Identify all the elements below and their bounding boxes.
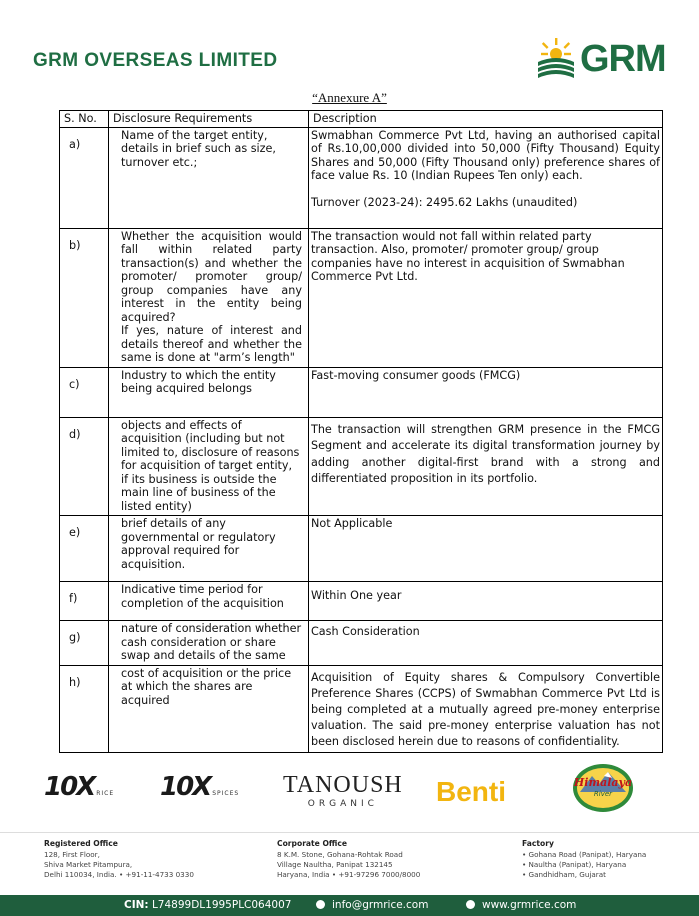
brand-10x-rice-logo (44, 772, 114, 802)
row-sno: c) (69, 377, 80, 391)
brand-benti-logo: Benti (436, 776, 506, 807)
table-row (60, 417, 663, 516)
corporate-office-line: 8 K.M. Stone, Gohana-Rohtak Road (277, 850, 403, 859)
row-description: Fast-moving consumer goods (FMCG) (311, 368, 521, 382)
row-requirement-extra: If yes, nature of interest and details thereof and whether the same is done at "arm’s length" (121, 324, 302, 364)
cin-number (124, 899, 291, 911)
corporate-office-line: Haryana, India • +91-97296 7000/8000 (277, 870, 421, 879)
tanoush-name: TANOUSH (283, 772, 403, 798)
row-requirement: brief details of any governmental or regulatory approval required for acquisition. (121, 517, 276, 571)
row-sno: f) (69, 592, 78, 605)
row-sno: g) (69, 631, 81, 644)
globe-icon (466, 900, 475, 909)
table-row (60, 516, 663, 582)
brand-logos (0, 760, 699, 830)
row-requirement: Whether the acquisition would fall within related party transaction(s) and whether the promoter/ promoter group/ group companies have any interest in the entity being acquired? (121, 229, 302, 324)
table-row (60, 127, 663, 228)
row-description: Swmabhan Commerce Pvt Ltd, having an authorised capital of Rs.10,00,000 divided into 50,000 (Fifty Thousand) Equity Shares and 50,000 (Fifty Thousand only) preference shares of face value Rs. 10 (Indian Rupees Ten only) each. (311, 128, 660, 182)
row-sno: h) (69, 675, 81, 689)
website-value: www.grmrice.com (482, 899, 577, 911)
registered-office-line: Delhi 110034, India. • +91-11-4733 0330 (44, 870, 194, 879)
company-name: GRM OVERSEAS LIMITED (33, 50, 278, 71)
registered-office-title: Registered Office (44, 839, 118, 848)
brand-himalaya-logo (572, 762, 634, 814)
corporate-office (277, 839, 420, 880)
header-description: Description (309, 111, 663, 128)
email-icon (316, 900, 325, 909)
row-description: The transaction will strengthen GRM presence in the FMCG Segment and accelerate its digital transformation journey by adding another digital-first brand with a strong and differentiated proposition in its portfolio. (311, 422, 660, 485)
brand-tanoush-logo (283, 772, 403, 809)
factory-line: • Gandhidham, Gujarat (522, 870, 606, 879)
row-description: Within One year (311, 589, 402, 602)
logo-text: GRM (580, 38, 666, 80)
header-requirements: Disclosure Requirements (109, 111, 309, 128)
row-sno: a) (69, 137, 81, 151)
10x-spices-sub: SPICES (212, 790, 240, 797)
row-sno: d) (69, 427, 81, 441)
website-link[interactable] (466, 899, 576, 911)
table-row (60, 228, 663, 367)
row-description: Not Applicable (311, 517, 393, 530)
table-row (60, 621, 663, 666)
himalaya-name: Himalaya (573, 776, 633, 789)
cin-value: L74899DL1995PLC064007 (151, 899, 292, 911)
corporate-office-title: Corporate Office (277, 839, 348, 848)
tanoush-sub: ORGANIC (307, 799, 378, 809)
cin-label: CIN: (124, 899, 149, 911)
table-row (60, 367, 663, 417)
row-requirement: cost of acquisition or the price at which the shares are acquired (121, 666, 292, 707)
table-header-row (60, 111, 663, 128)
email-link[interactable] (316, 899, 428, 911)
footer-addresses (0, 832, 699, 894)
row-sno: e) (69, 526, 81, 539)
table-row (60, 665, 663, 752)
brand-10x-spices-logo (160, 772, 239, 802)
header-sno: S. No. (60, 111, 109, 128)
row-description-turnover: Turnover (2023-24): 2495.62 Lakhs (unaudited) (311, 195, 578, 209)
row-requirement: Name of the target entity, details in brief such as size, turnover etc.; (121, 128, 276, 169)
row-requirement: Industry to which the entity being acquired belongs (121, 368, 276, 395)
registered-office-line: Shiva Market Pitampura, (44, 860, 133, 869)
annexure-title: “Annexure A” (312, 90, 387, 105)
row-requirement: nature of consideration whether cash consideration or share swap and details of the same (121, 622, 302, 662)
row-description: Acquisition of Equity shares & Compulsory Convertible Preference Shares (CCPS) of Swmabhan Commerce Pvt Ltd is being completed at a mutually agreed pre-money enterprise valuation. The said pre-money enterprise valuation has not been disclosed herein due to reasons of confidentiality. (311, 670, 660, 748)
factory-title: Factory (522, 839, 554, 848)
footer-bar (0, 895, 699, 916)
disclosure-table (59, 110, 663, 753)
table-row (60, 582, 663, 621)
registered-office-line: 128, First Floor, (44, 850, 100, 859)
10x-spices-mark: 10X (160, 772, 211, 802)
row-sno: b) (69, 238, 81, 252)
row-description: The transaction would not fall within related party transaction. Also, promoter/ promoter group/ group companies have no interest in acquisition of Swmabhan Commerce Pvt Ltd. (311, 229, 625, 283)
email-value: info@grmrice.com (332, 899, 429, 911)
factory-line: • Gohana Road (Panipat), Haryana (522, 850, 647, 859)
row-description: Cash Consideration (311, 625, 420, 638)
grm-logo (536, 36, 672, 84)
corporate-office-line: Village Naultha, Panipat 132145 (277, 860, 393, 869)
10x-rice-mark: 10X (44, 772, 95, 802)
registered-office (44, 839, 194, 880)
row-requirement: objects and effects of acquisition (including but not limited to, disclosure of reasons for acquisition of target entity, if its business is outside the main line of business of the listed entity) (121, 418, 300, 513)
himalaya-sub: River (593, 790, 613, 798)
factory (522, 839, 646, 880)
10x-rice-sub: RICE (96, 790, 115, 797)
row-requirement: Indicative time period for completion of the acquisition (121, 583, 284, 610)
grm-sun-field-icon (536, 36, 576, 82)
factory-line: • Naultha (Panipat), Haryana (522, 860, 627, 869)
